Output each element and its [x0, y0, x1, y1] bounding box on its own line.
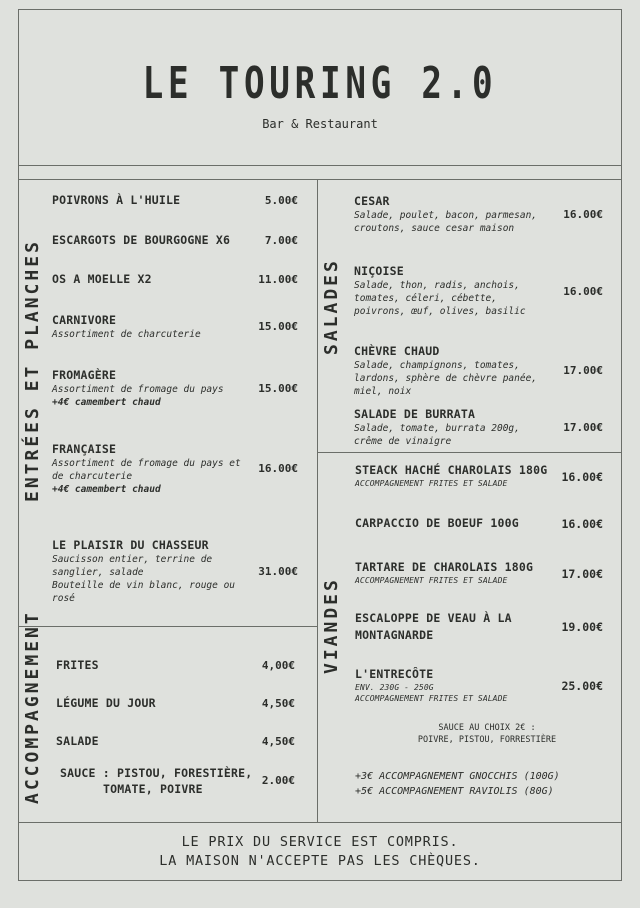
menu-item-name: LE PLAISIR DU CHASSEUR [52, 538, 209, 552]
menu-item-price: 25.00€ [561, 679, 603, 693]
menu-item-desc: Assortiment de charcuterie [52, 329, 201, 340]
section-label-accompagnement: ACCOMPAGNEMENT [22, 610, 43, 804]
menu-item-name: CARNIVORE [52, 313, 117, 327]
menu-item-price: 16.00€ [563, 285, 603, 298]
section-label-salades: SALADES [321, 258, 342, 355]
menu-item-desc: Assortiment de fromage du pays et de charcuterie [52, 458, 241, 482]
menu-item-name: ESCALOPPE DE VEAU À LA [355, 611, 512, 625]
menu-item-extra: +4€ camembert chaud [52, 484, 161, 495]
menu-item-name: SAUCE : PISTOU, FORESTIÈRE, [60, 766, 253, 780]
menu-item-price: 4,50€ [261, 697, 295, 710]
menu-item-desc: Salade, poulet, bacon, parmesan, croutons, sauce cesar maison [354, 210, 538, 234]
menu-item-name: TARTARE DE CHAROLAIS 180G [355, 560, 534, 574]
sauce-note-line: SAUCE AU CHOIX 2€ : [438, 723, 536, 733]
section-label-entrees: ENTRÉES ET PLANCHES [22, 239, 43, 502]
menu-item-desc: Saucisson entier, terrine de sanglier, salade [52, 554, 213, 578]
menu-item-price: 4,00€ [261, 659, 295, 672]
menu-item-name: SALADE DE BURRATA [354, 407, 476, 421]
menu-item-price: 16.00€ [563, 208, 603, 221]
menu-item-price: 11.00€ [258, 273, 298, 286]
menu-item-price: 15.00€ [258, 320, 298, 333]
menu-item-sub: ENV. 230G - 250G [355, 683, 434, 692]
menu-item-name: TOMATE, POIVRE [103, 782, 203, 796]
menu-item-desc: Salade, tomate, burrata 200g, crême de vinaigre [354, 423, 520, 447]
divider [18, 165, 622, 166]
menu-item-name: ESCARGOTS DE BOURGOGNE X6 [52, 233, 231, 247]
menu-item-price: 16.00€ [561, 517, 603, 531]
menu-item-name: MONTAGNARDE [355, 628, 434, 642]
menu-item-extra: +4€ camembert chaud [52, 397, 161, 408]
menu-item-price: 31.00€ [258, 565, 298, 578]
menu-item-desc: Assortiment de fromage du pays [52, 384, 224, 395]
menu-item-name: OS A MOELLE X2 [52, 272, 152, 286]
menu-item-price: 2.00€ [261, 774, 295, 787]
divider [18, 626, 317, 627]
menu-item-name: CARPACCIO DE BOEUF 100G [355, 516, 519, 530]
menu-item-price: 17.00€ [561, 567, 603, 581]
menu-item-name: FRANÇAISE [52, 442, 117, 456]
menu-item-price: 15.00€ [258, 382, 298, 395]
menu-item-name: FROMAGÈRE [52, 368, 117, 382]
menu-item-name: CHÈVRE CHAUD [354, 344, 440, 358]
menu-item-desc: Salade, thon, radis, anchois, tomates, céleri, cébette, poivrons, œuf, olives, basilic [354, 280, 526, 317]
divider [18, 179, 622, 180]
menu-item-sub: ACCOMPAGNEMENT FRITES ET SALADE [355, 694, 508, 703]
menu-item-price: 5.00€ [264, 194, 298, 207]
menu-item-price: 7.00€ [264, 234, 298, 247]
menu-item-price: 17.00€ [563, 364, 603, 377]
menu-item-name: SALADE [56, 734, 99, 748]
footer-line: LA MAISON N'ACCEPTE PAS LES CHÈQUES. [159, 853, 481, 869]
menu-item-name: L'ENTRECÔTE [355, 667, 434, 681]
divider [317, 179, 318, 822]
extra-option: +3€ ACCOMPAGNEMENT GNOCCHIS (100G) [355, 771, 560, 782]
menu-item-name: NIÇOISE [354, 264, 404, 278]
page-subtitle: Bar & Restaurant [262, 117, 378, 131]
menu-item-name: POIVRONS À L'HUILE [52, 193, 181, 207]
divider [317, 452, 622, 453]
menu-item-price: 16.00€ [258, 462, 298, 475]
page-title: LE TOURING 2.0 [142, 58, 498, 109]
menu-item-name: STEACK HACHÉ CHAROLAIS 180G [355, 463, 548, 477]
menu-item-price: 19.00€ [561, 620, 603, 634]
menu-item-price: 17.00€ [563, 421, 603, 434]
menu-item-name: FRITES [56, 658, 99, 672]
menu-item-name: LÉGUME DU JOUR [56, 696, 156, 710]
menu-item-price: 16.00€ [561, 470, 603, 484]
footer-line: LE PRIX DU SERVICE EST COMPRIS. [181, 834, 459, 850]
section-label-viandes: VIANDES [321, 577, 342, 674]
sauce-note-line: POIVRE, PISTOU, FORRESTIÈRE [417, 735, 557, 745]
extra-option: +5€ ACCOMPAGNEMENT RAVIOLIS (80G) [355, 786, 554, 797]
menu-item-name: CESAR [354, 194, 390, 208]
menu-item-sub: ACCOMPAGNEMENT FRITES ET SALADE [355, 576, 508, 585]
menu-item-desc: Salade, champignons, tomates, lardons, sphère de chèvre panée, miel, noix [354, 360, 538, 397]
divider [18, 822, 622, 823]
menu-item-desc: Bouteille de vin blanc, rouge ou rosé [52, 580, 236, 604]
menu-item-price: 4,50€ [261, 735, 295, 748]
menu-item-sub: ACCOMPAGNEMENT FRITES ET SALADE [355, 479, 508, 488]
